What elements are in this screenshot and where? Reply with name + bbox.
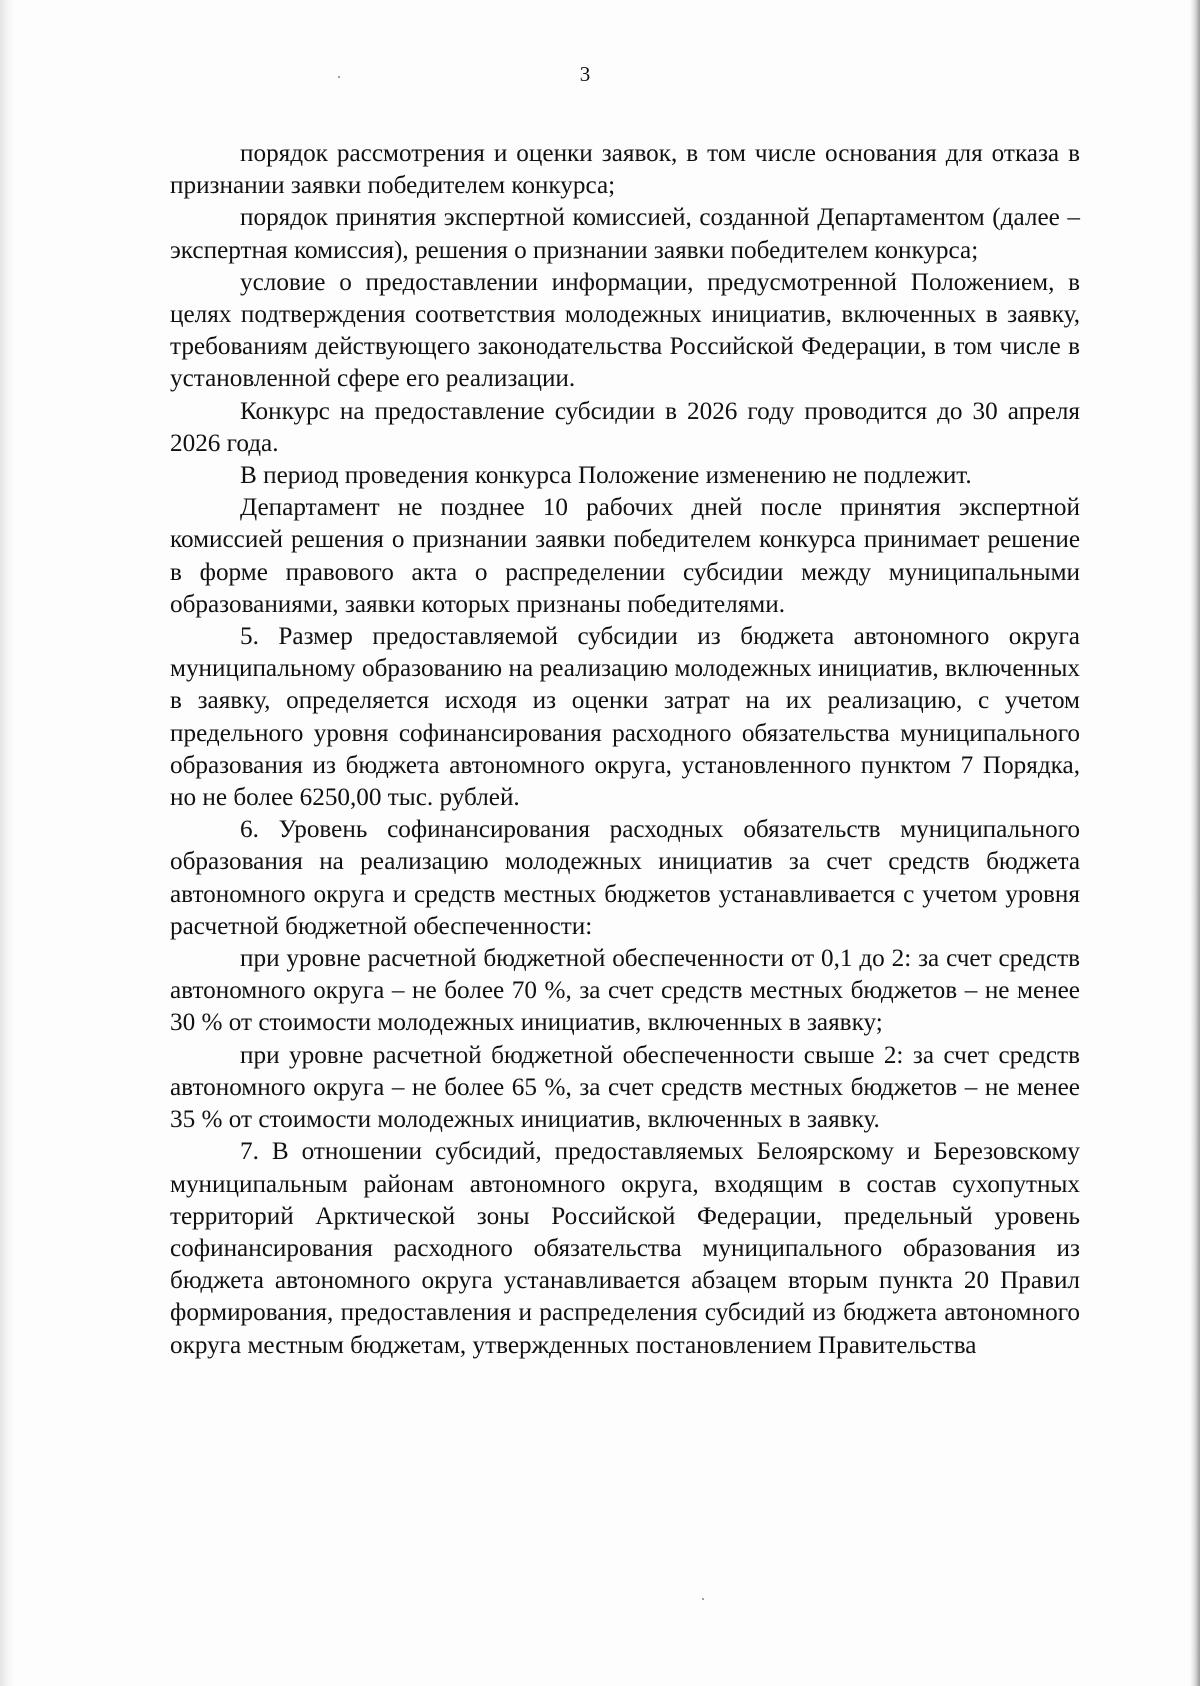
paragraph-cofinancing-high: при уровне расчетной бюджетной обеспеченности свыше 2: за счет средств автономного округа – не более 65 %, за счет средств местных бюджетов – не менее 35 % от стоимости молодежных инициатив, включенных в заявку.	[170, 1041, 1080, 1134]
paragraph-subsidy-size: 5. Размер предоставляемой субсидии из бюджета автономного округа муниципальному образованию на реализацию молодежных инициатив, включенных в заявку, определяется исходя из оценки затрат на их реализацию, с учетом предельного уровня софинансирования расходного обязательства муниципального образования из бюджета автономного округа, установленного пунктом 7 Порядка, но не более 6250,00 тыс. рублей.	[170, 623, 1080, 812]
paragraph-cofinancing-level: 6. Уровень софинансирования расходных обязательств муниципального образования на реализацию молодежных инициатив за счет средств бюджета автономного округа и средств местных бюджетов устанавливается с учетом уровня расчетной бюджетной обеспеченности:	[170, 816, 1080, 940]
document-body	[170, 138, 1080, 1362]
paragraph-contest-deadline: Конкурс на предоставление субсидии в 2026 году проводится до 30 апреля 2026 года.	[170, 397, 1080, 457]
paragraph-cofinancing-low: при уровне расчетной бюджетной обеспеченности от 0,1 до 2: за счет средств автономного округа – не более 70 %, за счет средств местных бюджетов – не менее 30 % от стоимости молодежных инициатив, включенных в заявку;	[170, 945, 1080, 1037]
scan-edge-right	[1190, 0, 1200, 1686]
scan-speck	[702, 1598, 704, 1600]
paragraph-department-decision: Департамент не позднее 10 рабочих дней после принятия экспертной комиссией решения о признании заявки победителем конкурса принимает решение в форме правового акта о распределении субсидии между муниципальными образованиями, заявки которых признаны победителями.	[170, 494, 1080, 618]
paragraph-arctic-zone: 7. В отношении субсидий, предоставляемых Белоярскому и Березовскому муниципальным районам автономного округа, входящим в состав сухопутных территорий Арктической зоны Российской Федерации, предельный уровень софинансирования расходного обязательства муниципального образования из бюджета автономного округа устанавливается абзацем вторым пункта 20 Правил формирования, предоставления и распределения субсидий из бюджета автономного округа местным бюджетам, утвержденных постановлением Правительства	[170, 1138, 1080, 1359]
paragraph-regulation-unchanged: В период проведения конкурса Положение изменению не подлежит.	[240, 462, 972, 490]
paragraph-review-procedure: порядок рассмотрения и оценки заявок, в том числе основания для отказа в признании заявки победителем конкурса;	[170, 140, 1080, 200]
page-number: 3	[579, 62, 591, 86]
paragraph-information-condition: условие о предоставлении информации, предусмотренной Положением, в целях подтверждения соответствия молодежных инициатив, включенных в заявку, требованиям действующего законодательства Российской Федерации, в том числе в установленной сфере его реализации.	[170, 268, 1080, 393]
scan-speck	[338, 76, 340, 78]
paragraph-expert-commission: порядок принятия экспертной комиссией, созданной Департаментом (далее – экспертная комиссия), решения о признании заявки победителем конкурса;	[170, 204, 1080, 264]
scan-edge-left	[0, 0, 14, 1686]
